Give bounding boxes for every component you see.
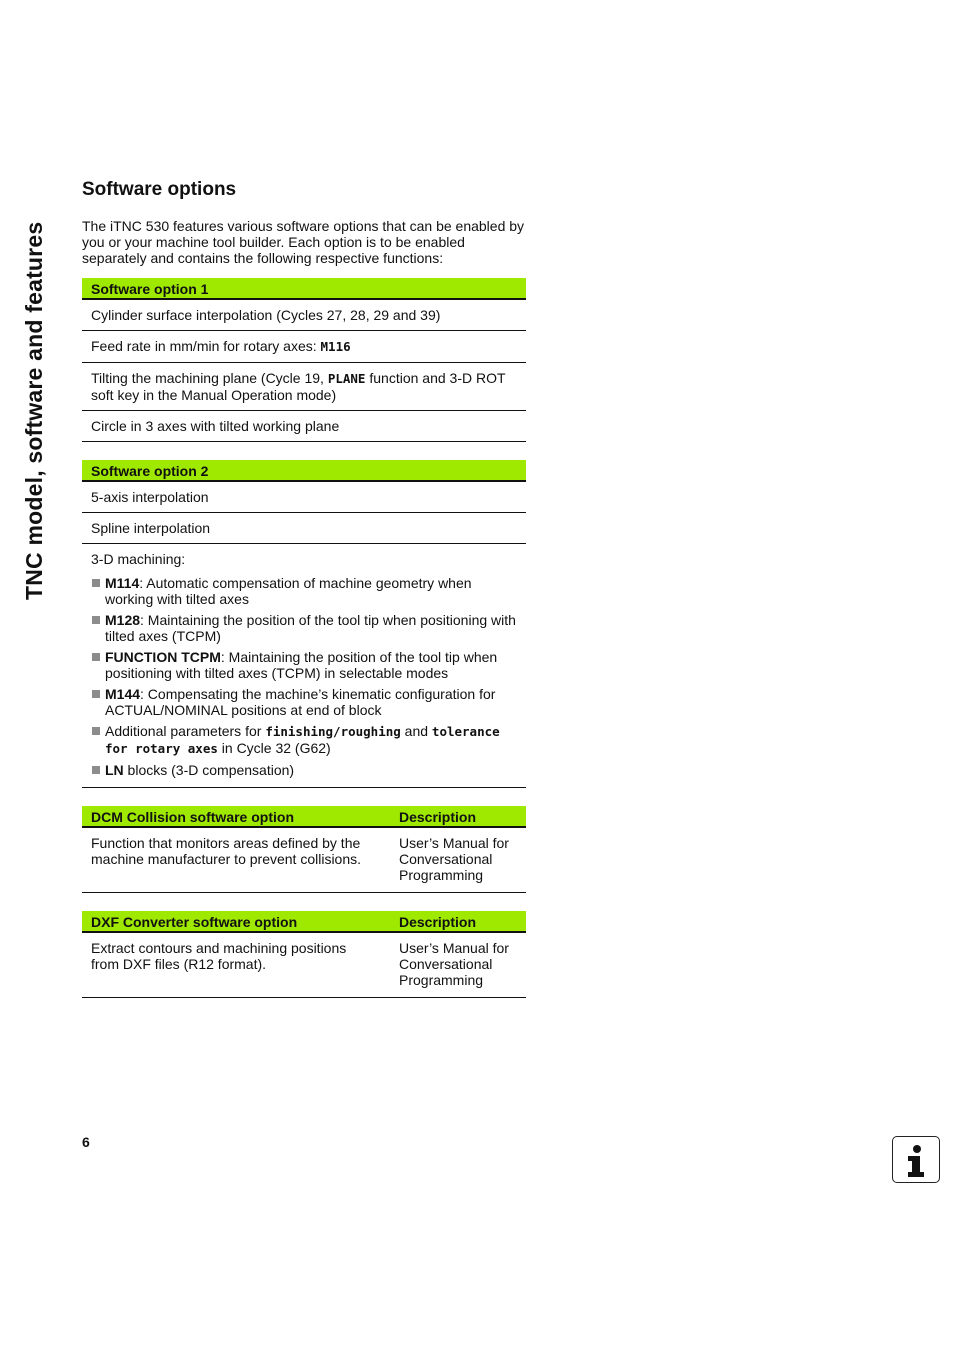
list-item: Additional parameters for finishing/roughing and tolerance for rotary axes in Cycle 32 (G62) [91, 723, 517, 757]
description-header: Description [390, 911, 526, 932]
bullet-list [91, 575, 517, 778]
main-content [82, 178, 526, 998]
intro-paragraph: The iTNC 530 features various software options that can be enabled by you or your machine tool builder. Each option is to be enabled separately and contains the following respective functions: [82, 218, 525, 266]
software-option-1-table [82, 278, 526, 442]
table-header: Software option 2 [82, 460, 526, 481]
table-row: Spline interpolation [82, 513, 526, 544]
list-item: M114: Automatic compensation of machine geometry when working with tilted axes [91, 575, 517, 607]
table-row: Feed rate in mm/min for rotary axes: M116 [82, 331, 526, 363]
table-row: Extract contours and machining positions from DXF files (R12 format). User’s Manual for Conversational Programming [82, 932, 526, 998]
side-chapter-title: TNC model, software and features [21, 221, 47, 600]
page-number: 6 [82, 1134, 90, 1150]
table-header: DXF Converter software option [82, 911, 390, 932]
table-row: 5-axis interpolation [82, 481, 526, 513]
code-tolerance: tolerance for rotary axes [105, 724, 500, 756]
page-heading: Software options [82, 179, 237, 200]
description-header: Description [390, 806, 526, 827]
bullet-square-icon [92, 766, 100, 774]
table-row: Function that monitors areas defined by the machine manufacturer to prevent collisions. User’s Manual for Conversational Programming [82, 827, 526, 893]
table-header: Software option 1 [82, 278, 526, 299]
list-item: M144: Compensating the machine’s kinematic configuration for ACTUAL/NOMINAL positions at end of block [91, 686, 517, 718]
code-m116: M116 [320, 339, 351, 354]
table-row: Tilting the machining plane (Cycle 19, PLANE function and 3-D ROT soft key in the Manual Operation mode) [82, 363, 526, 411]
bullet-square-icon [92, 616, 100, 624]
table-header: DCM Collision software option [82, 806, 390, 827]
bullet-square-icon [92, 690, 100, 698]
code-finishing-roughing: finishing/roughing [265, 724, 401, 739]
bullet-square-icon [92, 653, 100, 661]
dxf-converter-table [82, 911, 526, 998]
software-option-2-table [82, 460, 526, 788]
list-item: M128: Maintaining the position of the tool tip when positioning with tilted axes (TCPM) [91, 612, 517, 644]
code-plane: PLANE [327, 371, 366, 386]
bullet-square-icon [92, 727, 100, 735]
table-row: Circle in 3 axes with tilted working plane [82, 411, 526, 442]
list-item: FUNCTION TCPM: Maintaining the position of the tool tip when positioning with tilted axes (TCPM) in selectable modes [91, 649, 517, 681]
bullet-square-icon [92, 579, 100, 587]
list-item: LN blocks (3-D compensation) [91, 762, 517, 778]
table-row: Cylinder surface interpolation (Cycles 27, 28, 29 and 39) [82, 299, 526, 331]
dcm-collision-table [82, 806, 526, 893]
table-row: 3-D machining: M114: Automatic compensation of machine geometry when working with tilted axes M128: Maintaining the position of the tool tip when positioning with tilted axes (TCPM) FUNCTION TCPM: Maintaining the position of the tool tip when positioning with tilted axes (TCPM) in selectable modes M144: Compensating the machine’s kinematic configuration for ACTUAL/NOMINAL positions at end of block Additional parameters for finishing/roughing and tolerance for rotary axes in Cycle 32 (G62) LN blocks (3-D compensation) [82, 544, 526, 788]
info-icon [892, 1136, 940, 1183]
